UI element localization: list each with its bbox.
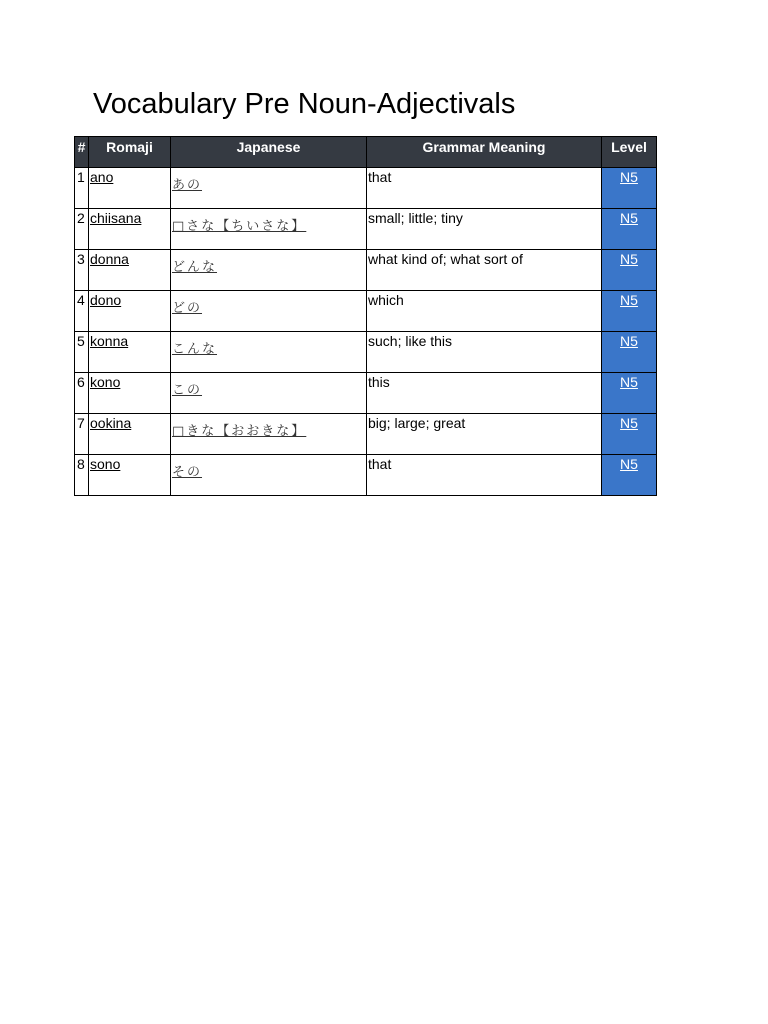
page-title: Vocabulary Pre Noun-Adjectivals — [93, 88, 516, 120]
japanese-link[interactable]: どの — [172, 301, 203, 316]
japanese-link[interactable]: あの — [172, 178, 203, 193]
japanese-link[interactable]: その — [172, 465, 203, 480]
level-link[interactable]: N5 — [620, 456, 638, 472]
japanese-link[interactable]: この — [172, 383, 203, 398]
grammar-meaning: which — [367, 291, 602, 332]
header-japanese: Japanese — [171, 137, 367, 168]
table-row — [75, 373, 657, 414]
row-number: 1 — [75, 168, 89, 209]
level-link[interactable]: N5 — [620, 333, 638, 349]
header-romaji: Romaji — [89, 137, 171, 168]
romaji-link[interactable]: donna — [90, 251, 129, 267]
row-number: 4 — [75, 291, 89, 332]
row-number: 6 — [75, 373, 89, 414]
japanese-link[interactable]: こんな — [172, 342, 218, 357]
japanese-link[interactable]: □さな【ちいさな】 — [172, 219, 307, 234]
level-link[interactable]: N5 — [620, 251, 638, 267]
grammar-meaning: that — [367, 168, 602, 209]
romaji-link[interactable]: ano — [90, 169, 114, 185]
row-number: 2 — [75, 209, 89, 250]
level-link[interactable]: N5 — [620, 415, 638, 431]
grammar-meaning: what kind of; what sort of — [367, 250, 602, 291]
level-link[interactable]: N5 — [620, 210, 638, 226]
table-row — [75, 209, 657, 250]
japanese-link[interactable]: □きな【おおきな】 — [172, 424, 307, 439]
table-row — [75, 291, 657, 332]
row-number: 3 — [75, 250, 89, 291]
header-grammar-meaning: Grammar Meaning — [367, 137, 602, 168]
grammar-meaning: small; little; tiny — [367, 209, 602, 250]
row-number: 7 — [75, 414, 89, 455]
table-row — [75, 250, 657, 291]
level-link[interactable]: N5 — [620, 374, 638, 390]
grammar-meaning: big; large; great — [367, 414, 602, 455]
table-row — [75, 168, 657, 209]
romaji-link[interactable]: ookina — [90, 415, 132, 431]
row-number: 5 — [75, 332, 89, 373]
table-row — [75, 414, 657, 455]
romaji-link[interactable]: kono — [90, 374, 121, 390]
romaji-link[interactable]: chiisana — [90, 210, 142, 226]
grammar-meaning: such; like this — [367, 332, 602, 373]
header-num: # — [75, 137, 89, 168]
romaji-link[interactable]: dono — [90, 292, 122, 308]
romaji-link[interactable]: konna — [90, 333, 129, 349]
japanese-link[interactable]: どんな — [172, 260, 218, 275]
row-number: 8 — [75, 455, 89, 496]
table-row — [75, 455, 657, 496]
header-level: Level — [602, 137, 657, 168]
vocabulary-table — [74, 136, 657, 496]
level-link[interactable]: N5 — [620, 169, 638, 185]
grammar-meaning: that — [367, 455, 602, 496]
table-header-row — [75, 137, 657, 168]
table-row — [75, 332, 657, 373]
level-link[interactable]: N5 — [620, 292, 638, 308]
romaji-link[interactable]: sono — [90, 456, 121, 472]
grammar-meaning: this — [367, 373, 602, 414]
